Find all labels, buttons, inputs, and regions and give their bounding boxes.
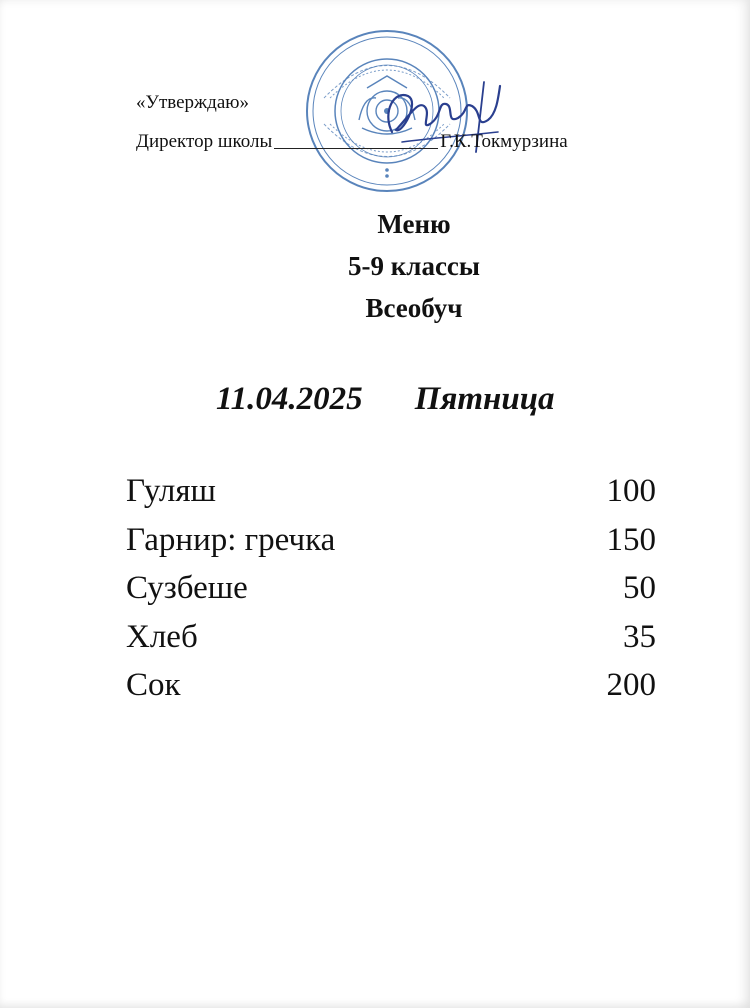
list-item [126, 661, 656, 710]
menu-heading [0, 203, 750, 329]
list-item [126, 564, 656, 613]
dish-name: Сок [126, 667, 181, 703]
menu-list [126, 467, 656, 710]
menu-weekday: Пятница [414, 381, 555, 417]
list-item [126, 516, 656, 565]
dish-quantity: 100 [606, 473, 656, 509]
heading-grades: 5-9 классы [348, 251, 480, 281]
dish-quantity: 200 [606, 667, 656, 703]
signature-blank-line [274, 148, 438, 149]
approval-label: «Утверждаю» [136, 92, 249, 113]
heading-title: Меню [377, 209, 451, 239]
dish-quantity: 35 [623, 618, 656, 655]
dish-quantity: 50 [623, 570, 656, 606]
director-title: Директор школы [136, 131, 273, 152]
dish-name: Гуляш [126, 473, 216, 509]
director-name: Г.К.Токмурзина [440, 131, 568, 152]
director-signature-line [136, 131, 676, 153]
dish-name: Хлеб [126, 618, 198, 655]
heading-program: Всеобуч [365, 293, 463, 323]
date-row [216, 379, 555, 419]
dish-name: Сузбеше [126, 570, 248, 606]
dish-name: Гарнир: гречка [126, 521, 336, 558]
dish-quantity: 150 [606, 521, 656, 558]
list-item [126, 467, 656, 516]
list-item [126, 613, 656, 662]
menu-date: 11.04.2025 [216, 381, 363, 417]
